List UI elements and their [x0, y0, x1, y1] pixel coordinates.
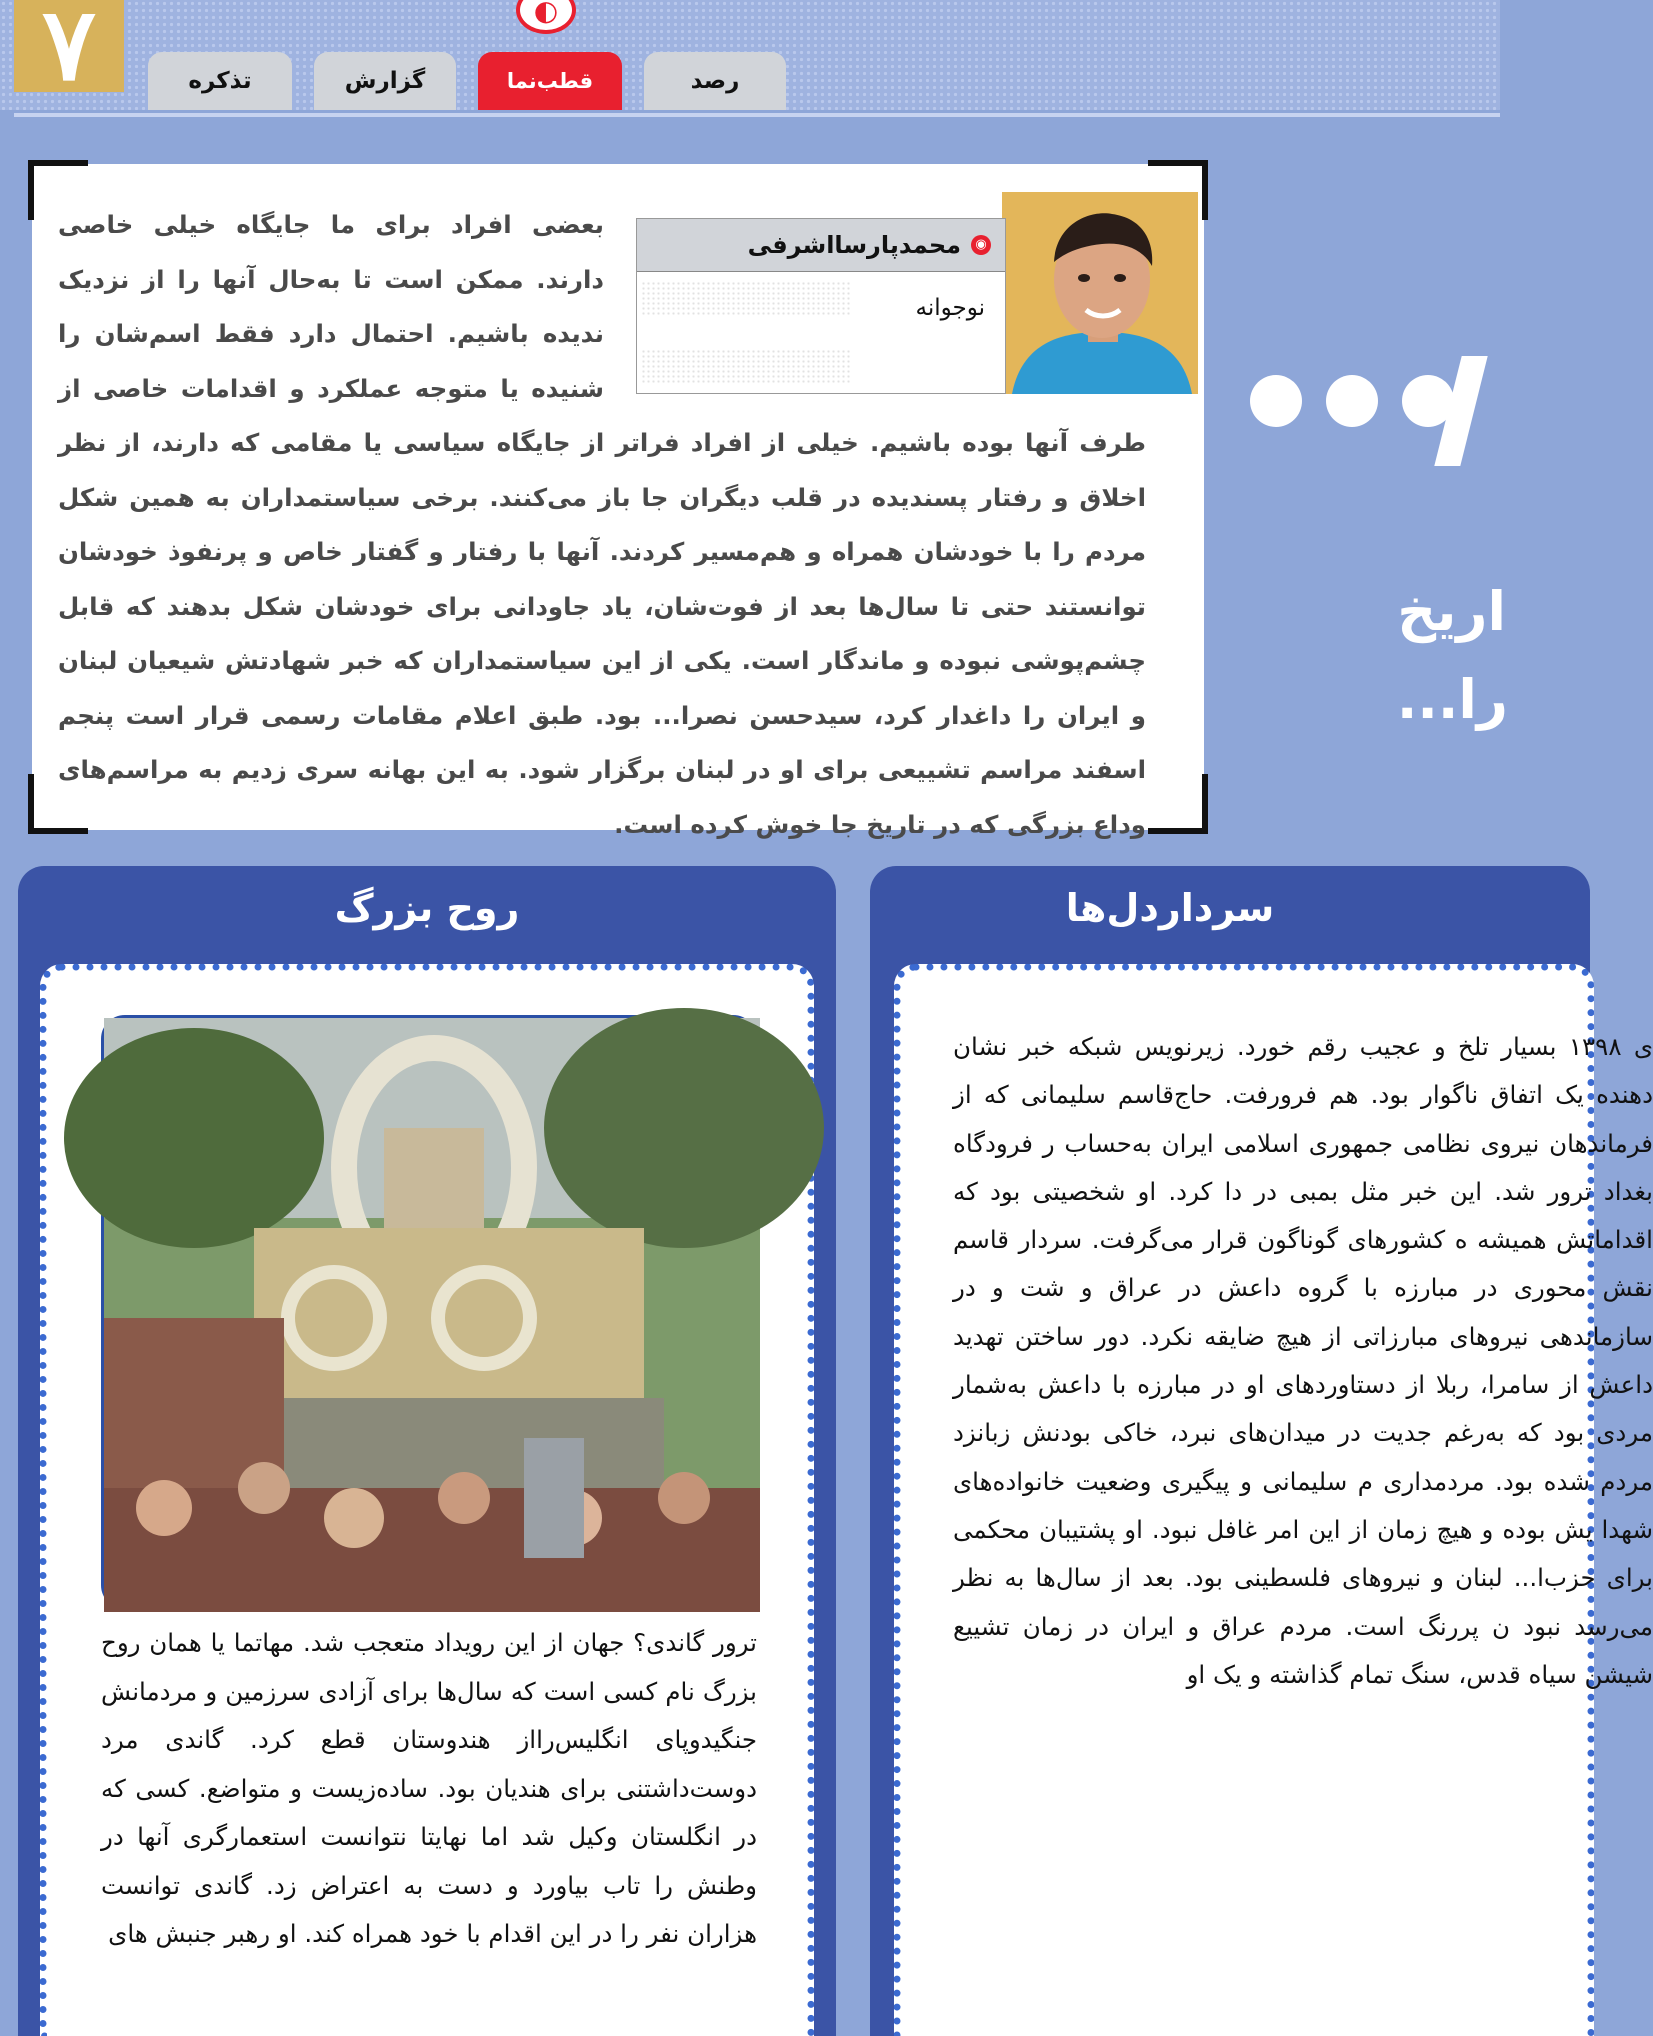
tab-rasad[interactable]: رصد — [644, 52, 786, 110]
author-bullet-icon: ◉ — [971, 235, 991, 255]
author-role: نوجوانه — [915, 295, 985, 321]
column-right-paragraph: ی ۱۳۹۸ بسیار تلخ و عجیب رقم خورد. زیرنویس شبکه خبر نشان دهنده یک اتفاق ناگوار بود. هم فرورفت. حاج‌قاسم سلیمانی که از فرماندهان نیروی نظامی جمهوری اسلامی ایران به‌حساب ر فرودگاه بغداد ترور شد. این خبر مثل بمبی در دا کرد. او شخصیتی بود که اقداماتش همیشه ه کشورهای گوناگون قرار می‌گرفت. سردار قاسم نقش محوری در مبارزه با گروه داعش در عراق و شت و در سازماندهی نیروهای مبارزاتی از هیچ ضایقه نکرد. دور ساختن تهدید داعش از سامرا، ربلا از دستاوردهای او در مبارزه با داعش به‌شمار مردی بود که به‌رغم جدیت در میدان‌های نبرد، خاکی بودنش زبانزد مردم شده بود. مردمداری م سلیمانی و پیگیری وضعیت خانواده‌های شهدا یش بوده و هیچ زمان از این امر غافل نبود. او پشتیبان محکمی برای حزب‌ا... لبنان و نیروهای فلسطینی بود. بعد از سال‌ها به نظر می‌رسد نبود ن پررنگ است. مردم عراق و ایران در زمان تشییع شیشن سیاه قدس، سنگ تمام گذاشته و یک او — [953, 1032, 1653, 1689]
author-float-spacer — [604, 198, 1146, 416]
column-right-body — [894, 964, 1653, 2036]
column-left-paragraph: ترور گاندی؟ جهان از این رویداد متعجب شد. مهاتما یا همان روح بزرگ نام کسی است که سال‌ها برای آزادی سرزمین و مردمانش جنگیدوپای انگلیس‌رااز هندوستان قطع کرد. گاندی مرد دوست‌داشتنی برای هندیان بود. ساده‌زیست و متواضع. کسی که در انگلستان وکیل شد اما نهایتا نتوانست استعمارگری آنها در وطنش را تاب بیاورد و دست به اعتراض زد. گاندی توانست هزاران نفر را در این اقدام با خود همراه کند. او رهبر جنبش های — [101, 1628, 757, 1948]
author-name: محمدپارسااشرفی — [747, 231, 961, 259]
column-left-text — [101, 1619, 757, 1959]
corner-mark — [1148, 774, 1208, 834]
intro-box — [32, 164, 1204, 839]
column-right-title: سرداردل‌ها — [1065, 886, 1275, 930]
column-right-text — [953, 1023, 1653, 1699]
headline-ellipsis — [1250, 375, 1454, 427]
intro-text — [58, 198, 1146, 852]
page-number: ۷ — [14, 0, 124, 92]
tab-ghotbnama[interactable] — [478, 52, 622, 110]
edge-headline-line2: را... — [1396, 668, 1508, 731]
intro-paragraph: بعضی افراد برای ما جایگاه خیلی خاصی دارند. ممکن است تا به‌حال آنها را از نزدیک ندیده باشیم. احتمال دارد فقط اسم‌شان را شنیده یا متوجه عملکرد و اقدامات خاصی از طرف آنها بوده باشیم. خیلی از افراد فراتر از جایگاه سیاسی یا مقامی که دارند، از نظر اخلاق و رفتار پسندیده در قلب دیگران جا باز می‌کنند. برخی سیاستمداران به همین شکل مردم را با خودشان همراه و هم‌مسیر کردند. آنها با رفتار و گفتار خاص و پرنفوذ خودشان توانستند حتی تا سال‌ها بعد از فوت‌شان، یاد جاودانی برای خودشان شکل بدهند که قابل چشم‌پوشی نبوده و ماندگار است. یکی از این سیاستمداران که خبر شهادتش شیعیان لبنان و ایران را داغدار کرد، سیدحسن نصرا... بود. طبق اعلام مقامات رسمی قرار است پنجم اسفند مراسم تشییعی برای او در لبنان برگزار شود. به این بهانه سری زدیم به مراسم‌های وداع بزرگی که در تاریخ جا خوش کرده است. — [58, 210, 1146, 839]
column-left-title: روح بزرگ — [334, 886, 520, 930]
gandhi-funeral-photo — [101, 1015, 757, 1609]
column-right — [870, 866, 1653, 2036]
tab-ghotbnama-label: قطب‌نما — [506, 69, 594, 93]
column-left-body — [40, 964, 814, 2036]
edge-headline-line1: اریخ — [1397, 580, 1506, 643]
header-divider — [14, 113, 1500, 117]
compass-logo-icon: ◐ — [516, 0, 576, 34]
tab-tazkereh[interactable]: تذکره — [148, 52, 292, 110]
column-left — [18, 866, 836, 2036]
tab-gozaresh[interactable]: گزارش — [314, 52, 456, 110]
